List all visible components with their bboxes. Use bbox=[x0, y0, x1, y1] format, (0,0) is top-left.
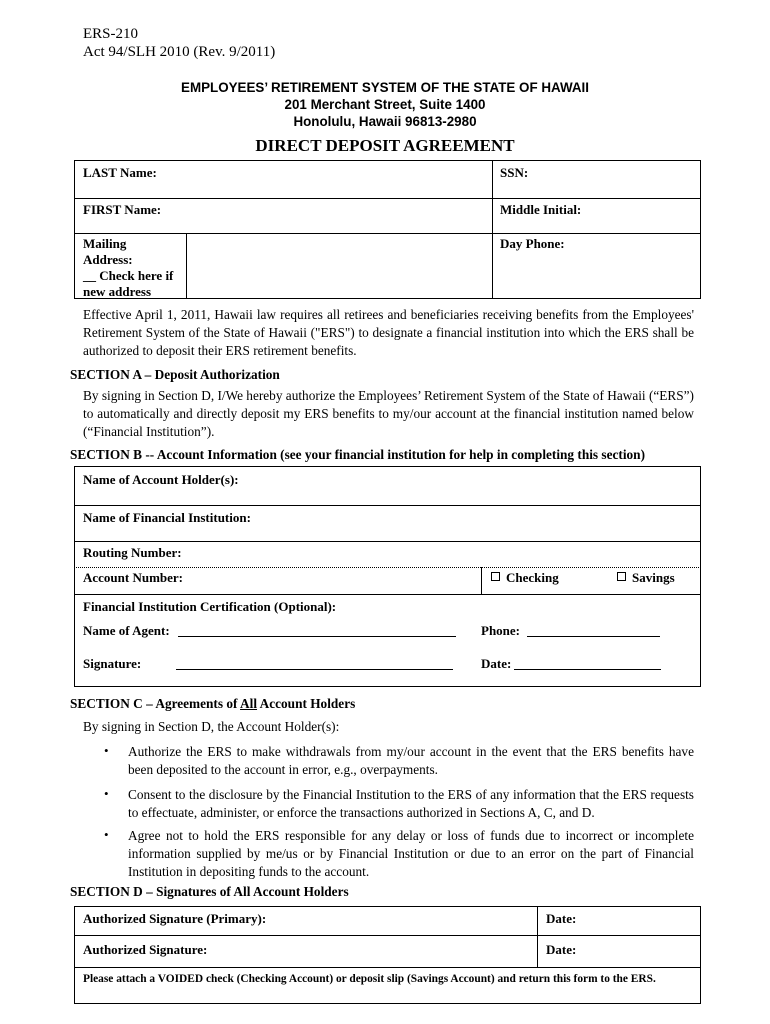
financial-institution-field[interactable]: Name of Financial Institution: bbox=[83, 510, 251, 525]
row-divider bbox=[74, 935, 701, 936]
form-revision: Act 94/SLH 2010 (Rev. 9/2011) bbox=[83, 44, 276, 60]
section-a-heading: SECTION A – Deposit Authorization bbox=[70, 367, 280, 382]
agent-signature-label: Signature: bbox=[83, 656, 142, 671]
row-divider bbox=[74, 967, 701, 968]
bullet-icon: • bbox=[104, 827, 109, 842]
account-holders-field[interactable]: Name of Account Holder(s): bbox=[83, 472, 239, 487]
checkbox-icon[interactable] bbox=[491, 572, 500, 581]
last-name-field[interactable]: LAST Name: bbox=[83, 165, 157, 180]
agent-date-line[interactable] bbox=[514, 669, 661, 670]
section-c-heading-all: All bbox=[240, 696, 258, 711]
primary-signature-field[interactable]: Authorized Signature (Primary): bbox=[83, 911, 267, 926]
org-address-line2: Honolulu, Hawaii 96813-2980 bbox=[293, 114, 477, 129]
form-id: ERS-210 bbox=[83, 26, 139, 42]
checking-label: Checking bbox=[506, 570, 559, 585]
section-b-heading: SECTION B -- Account Information (see your financial institution for help in completing this section) bbox=[70, 447, 645, 462]
agent-phone-line[interactable] bbox=[527, 636, 660, 637]
agreement-item: Agree not to hold the ERS responsible for any delay or loss of funds due to incorrect or incomplete information supplied by me/us or by Financial Institution or due to an error on the part of Financial Institution in depositing funds to the account. bbox=[128, 828, 694, 879]
checking-option[interactable] bbox=[491, 570, 559, 586]
column-divider bbox=[537, 906, 538, 967]
certification-heading: Financial Institution Certification (Optional): bbox=[83, 599, 337, 614]
agent-signature-line[interactable] bbox=[176, 669, 453, 670]
day-phone-field[interactable]: Day Phone: bbox=[500, 236, 565, 251]
row-divider bbox=[74, 505, 701, 506]
ssn-field[interactable]: SSN: bbox=[500, 165, 529, 180]
agent-date-label: Date: bbox=[481, 656, 512, 671]
section-a-text: By signing in Section D, I/We hereby authorize the Employees’ Retirement System of the State of Hawaii (“ERS”) to automatically and directly deposit my ERS benefits to my/our account at the financial institution named below (“Financial Institution”). bbox=[83, 388, 694, 439]
primary-date-field[interactable]: Date: bbox=[546, 911, 577, 926]
row-divider bbox=[74, 567, 701, 568]
mailing-address-label: Mailing bbox=[83, 236, 127, 251]
new-address-checkbox[interactable]: __ Check here if bbox=[83, 268, 174, 283]
new-address-label: new address bbox=[83, 284, 152, 299]
agent-name-label: Name of Agent: bbox=[83, 623, 170, 638]
savings-option[interactable] bbox=[617, 570, 675, 586]
agent-phone-label: Phone: bbox=[481, 623, 520, 638]
secondary-date-field[interactable]: Date: bbox=[546, 942, 577, 957]
first-name-field[interactable]: FIRST Name: bbox=[83, 202, 162, 217]
org-address-line1: 201 Merchant Street, Suite 1400 bbox=[284, 97, 486, 112]
column-divider bbox=[492, 160, 493, 299]
section-c-heading bbox=[70, 696, 355, 712]
section-c-intro: By signing in Section D, the Account Holder(s): bbox=[83, 719, 340, 734]
intro-paragraph: Effective April 1, 2011, Hawaii law requires all retirees and beneficiaries receiving benefits from the Employees' Retirement System of the State of Hawaii ("ERS") to designate a financial institution into which the ERS shall be authorized to deposit their ERS retirement benefits. bbox=[83, 307, 694, 358]
secondary-signature-field[interactable]: Authorized Signature: bbox=[83, 942, 208, 957]
savings-label: Savings bbox=[632, 570, 675, 585]
mailing-address-input[interactable] bbox=[187, 234, 491, 298]
row-divider bbox=[74, 594, 701, 595]
section-c-heading-post: Account Holders bbox=[257, 696, 356, 711]
section-d-heading: SECTION D – Signatures of All Account Holders bbox=[70, 884, 349, 899]
bullet-icon: • bbox=[104, 786, 109, 801]
agreement-item: Consent to the disclosure by the Financial Institution to the ERS of any information that the ERS requests to effectuate, administer, or enforce the transactions authorized in Sections A, C, and D. bbox=[128, 787, 694, 820]
voided-check-note: Please attach a VOIDED check (Checking Account) or deposit slip (Savings Account) and return this form to the ERS. bbox=[83, 973, 656, 985]
form-title: DIRECT DEPOSIT AGREEMENT bbox=[255, 136, 515, 155]
routing-number-field[interactable]: Routing Number: bbox=[83, 545, 182, 560]
row-divider bbox=[74, 198, 701, 199]
agreement-item: Authorize the ERS to make withdrawals from my/our account in the event that the ERS benefits have been deposited to the account in error, e.g., overpayments. bbox=[128, 744, 694, 777]
mailing-address-label: Address: bbox=[83, 252, 133, 267]
org-name: EMPLOYEES’ RETIREMENT SYSTEM OF THE STATE OF HAWAII bbox=[181, 80, 589, 95]
middle-initial-field[interactable]: Middle Initial: bbox=[500, 202, 582, 217]
row-divider bbox=[74, 541, 701, 542]
column-divider bbox=[481, 567, 482, 594]
section-c-heading-pre: SECTION C – Agreements of bbox=[70, 696, 241, 711]
checkbox-icon[interactable] bbox=[617, 572, 626, 581]
bullet-icon: • bbox=[104, 743, 109, 758]
account-number-field[interactable]: Account Number: bbox=[83, 570, 184, 585]
agent-name-line[interactable] bbox=[178, 636, 456, 637]
